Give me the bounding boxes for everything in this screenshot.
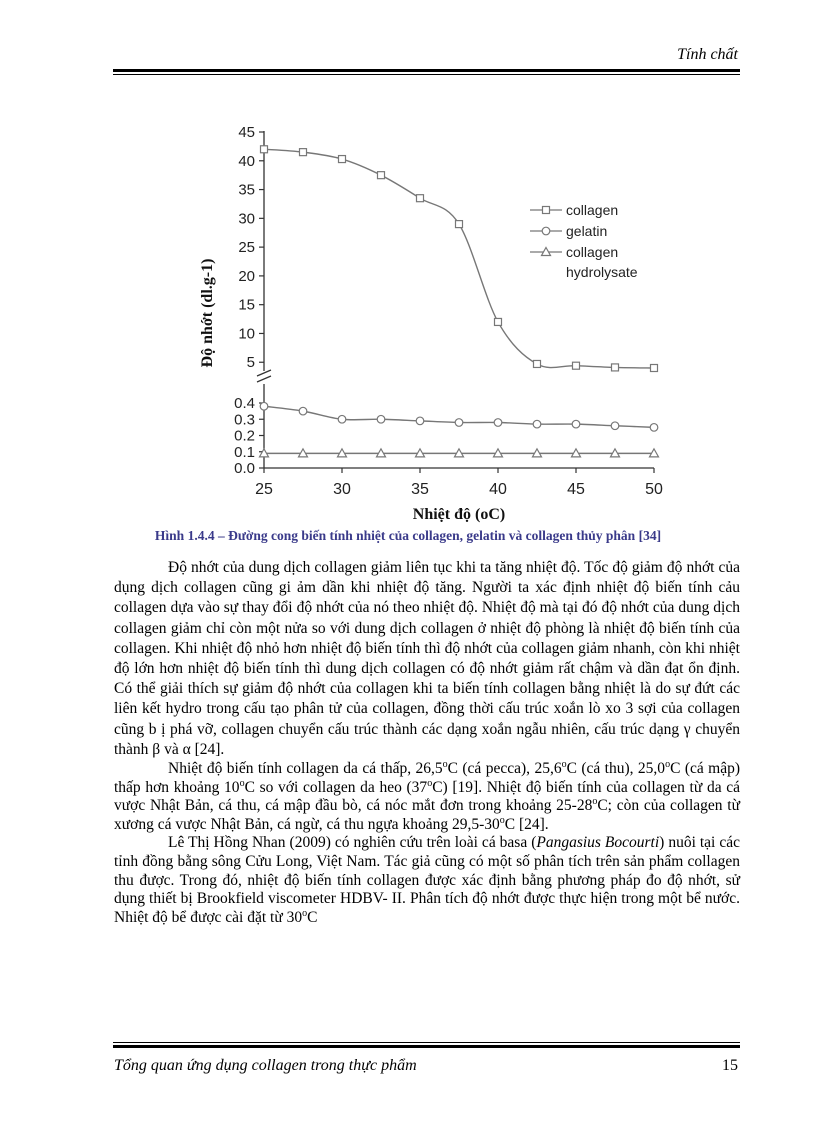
legend-marker [542,227,550,235]
header-rule-thin [113,74,740,75]
data-point [573,362,580,369]
x-axis-title: Nhiệt độ (oC) [412,506,506,523]
viscosity-chart [190,118,670,528]
figure-caption: Hình 1.4.4 – Đường cong biến tính nhiệt của collagen, gelatin và collagen thủy phân [34] [154,528,662,543]
y-tick-label: 15 [238,296,255,314]
data-point [495,318,502,325]
y-tick-label: 5 [246,354,255,372]
data-point [378,172,385,179]
y-axis-title: Độ nhớt (dl.g-1) [199,258,216,368]
footer-rule [113,1045,740,1048]
data-point [260,402,268,410]
data-point [572,420,580,428]
footer-rule-thin [113,1042,740,1043]
x-tick-label: 45 [567,481,585,498]
data-point [417,195,424,202]
data-point [611,422,619,430]
legend-label: gelatin [566,223,608,239]
data-point [299,407,307,415]
y-tick-label: 45 [238,124,255,141]
data-point [300,149,307,156]
y-tick-label: 20 [238,267,255,285]
y-tick-label: 10 [238,325,255,343]
data-point [494,419,502,427]
data-point [612,364,619,371]
body-text [114,558,740,927]
data-point [339,156,346,163]
y-tick-label: 0.3 [234,411,255,429]
axis-break-mark [257,370,271,382]
paragraph-3: Lê Thị Hồng Nhan (2009) có nghiên cứu trên loài cá basa (Pangasius Bocourti) nuôi tại các tỉnh đồng bằng sông Cửu Long, Việt Nam. Tác giả cũng có một số phân tích trên sản phẩm collagen thu được. Trong đó, nhiệt độ biến tính collagen được xác định bằng phương pháp đo độ nhớt, sử dụng thiết bị Brookfield viscometer HDBV- II. Phân tích độ nhớt được thực hiện trong một bể nước. Nhiệt độ bể được cài đặt từ 30$^o$C [114,834,740,926]
data-point [338,415,346,423]
x-tick-label: 50 [645,481,663,498]
header-rule [113,69,740,72]
paragraph-2: Nhiệt độ biến tính collagen da cá thấp, 26,5$^o$C (cá pecca), 25,6$^o$C (cá thu), 25,0$^o$C (cá mập) thấp hơn khoảng 10$^o$C so với collagen da heo (37$^o$C) [19]. Nhiệt độ biến tính của collagen từ da cá vược Nhật Bản, cá thu, cá mập đầu bò, cá nóc mắt đơn trong khoảng 25-28$^o$C; còn của collagen từ xương cá vược Nhật Bản, cá ngừ, cá thu ngựa khoảng 29,5-30$^o$C [24]. [114,758,741,833]
legend-label: hydrolysate [566,264,638,280]
x-tick-label: 40 [489,481,507,498]
data-point [456,221,463,228]
x-tick-label: 25 [255,481,273,498]
data-point [261,146,268,153]
y-tick-label: 0.0 [234,460,255,477]
header-title: Tính chất [677,46,738,63]
data-point [416,417,424,425]
x-tick-label: 35 [411,481,429,498]
data-point [534,360,541,367]
y-tick-label: 0.2 [234,427,255,445]
data-point [455,419,463,427]
y-tick-label: 40 [238,152,255,170]
paragraph-1: Độ nhớt của dung dịch collagen giảm liên tục khi ta tăng nhiệt độ. Tốc độ giảm độ nhớt của dụng dịch collagen cũng gi ảm dần khi nhiệt độ tăng. Người ta xác định nhiệt độ biến tính cảu collagen dựa vào sự thay đổi độ nhớt của nó theo nhiệt độ. Nhiệt độ mà tại đó độ nhớt của dung dịch collagen giảm chỉ còn một nửa so với dung dịch collagen ở nhiệt độ phòng là nhiệt độ biến tính của collagen. Khi nhiệt độ nhỏ hơn nhiệt độ biến tính thì độ nhớt của collagen giảm nhanh, còn khi nhiệt độ lớn hơn nhiệt độ biến tính thì dung dịch collagen có độ nhớt giảm rất chậm và dần đạt ổn định. Có thể giải thích sự giảm độ nhớt của collagen khi ta biến tính collagen bằng nhiệt là do sự đứt các liên kết hydro trong cấu tạo phân tử của collagen, đồng thời cấu trúc xoắn lò xo 3 sợi của collagen cũng b ị phá vỡ, collagen chuyển cấu trúc thành các dạng xoắn ngẫu nhiên, cấu trúc dạng γ chuyển thành β và α [24]. [114,559,740,758]
legend-label: collagen [566,244,619,260]
y-tick-label: 35 [238,181,255,199]
data-point [533,420,541,428]
page-number: 15 [722,1057,738,1074]
species-name: Pangasius Bocourti [536,834,660,852]
footer-title: Tổng quan ứng dụng collagen trong thực phẩm [114,1057,417,1074]
viscosity-figure [190,118,670,528]
y-tick-label: 30 [238,210,255,228]
data-point [377,415,385,423]
data-point [651,365,658,372]
x-tick-label: 30 [333,481,351,498]
y-tick-label: 0.1 [234,443,255,461]
legend-label: collagen [566,202,619,218]
data-point [650,424,658,432]
legend-marker [543,207,550,214]
y-tick-label: 25 [238,239,255,257]
y-tick-label: 0.4 [234,395,255,412]
